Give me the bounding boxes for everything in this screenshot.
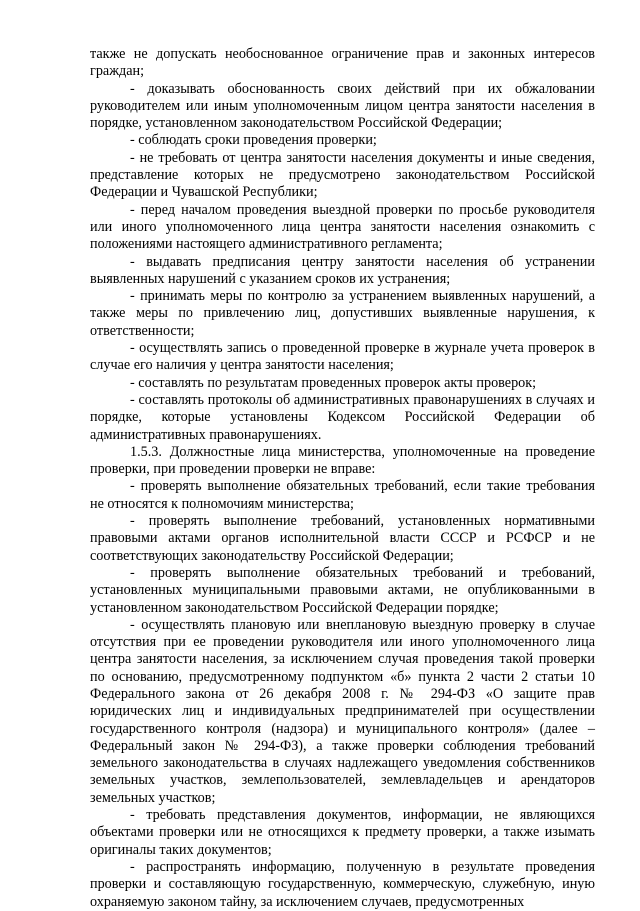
paragraph-check-requirements: - проверять выполнение обязательных требований, если такие требования не относятся к полномочиям министерства; — [90, 478, 595, 512]
paragraph-observe-deadlines: - соблюдать сроки проведения проверки; — [130, 132, 377, 149]
paragraph-journal-record: - осуществлять запись о проведенной проверке в журнале учета проверок в случае его наличия у центра занятости населения; — [90, 340, 595, 374]
paragraph-no-extra-documents: - не требовать от центра занятости населения документы и иные сведения, представление которых не предусмотрено законодательством Российской Федерации и Чувашской Республики; — [90, 149, 595, 201]
paragraph-municipal-acts: - проверять выполнение обязательных требований и требований, установленных муниципальными правовыми актами, не опубликованными в установленном законодательством Российской Федерации порядке; — [90, 564, 595, 616]
paragraph-disclose-information: - распространять информацию, полученную в результате проведения проверки и составляющую государственную, коммерческую, служебную, иную охраняемую законом тайну, за исключением случаев, предусмотренных — [90, 858, 595, 910]
paragraph-field-inspection: - осуществлять плановую или внеплановую выездную проверку в случае отсутствия при ее проведении руководителя или иного уполномоченного лица центра занятости населения, за исключением случая проведения такой проверки по основанию, предусмотренному подпунктом «б» пункта 2 части 2 статьи 10 Федерального закона от 26 декабря 2008 г. № 294-ФЗ «О защите прав юридических лиц и индивидуальных предпринимателей при осуществлении государственного контроля (надзора) и муниципального контроля» (далее – Федеральный закон № 294-ФЗ), а также проверки соблюдения требований земельного законодательства в случаях надлежащего уведомления собственников земельных участков, землепользователей, землевладельцев и арендаторов земельных участков; — [90, 616, 595, 806]
paragraph-inspection-acts: - составлять по результатам проведенных проверок акты проверок; — [130, 374, 537, 391]
paragraph-issue-orders: - выдавать предписания центру занятости населения об устранении выявленных нарушений с указанием сроков их устранения; — [90, 253, 595, 287]
paragraph-continuation: также не допускать необоснованное ограничение прав и законных интересов граждан; — [90, 46, 595, 80]
paragraph-ussr-acts: - проверять выполнение требований, установленных нормативными правовыми актами органов исполнительной власти СССР и РСФСР и не соответствующих законодательству Российской Федерации; — [90, 513, 595, 564]
paragraph-section-1-5-3: 1.5.3. Должностные лица министерства, уполномоченные на проведение проверки, при проведении проверки не вправе: — [90, 443, 595, 478]
paragraph-offense-protocols: - составлять протоколы об административных правонарушениях в случаях и порядке, которые установлены Кодексом Российской Федерации об административных правонарушениях. — [90, 391, 595, 443]
paragraph-familiarize-regulation: - перед началом проведения выездной проверки по просьбе руководителя или иного уполномоченного лица центра занятости населения ознакомить с положениями настоящего административного регламента; — [90, 201, 595, 253]
paragraph-request-documents: - требовать представления документов, информации, не являющихся объектами проверки или не относящихся к предмету проверки, а также изымать оригиналы таких документов; — [90, 807, 595, 858]
paragraph-control-measures: - принимать меры по контролю за устранением выявленных нарушений, а также меры по привлечению лиц, допустивших выявленные нарушения, к ответственности; — [90, 288, 595, 339]
paragraph-justify-actions: - доказывать обоснованность своих действий при их обжаловании руководителем или иным уполномоченным лицом центра занятости населения в порядке, установленном законодательством Российской Федерации; — [90, 80, 595, 132]
document-page — [90, 46, 595, 911]
